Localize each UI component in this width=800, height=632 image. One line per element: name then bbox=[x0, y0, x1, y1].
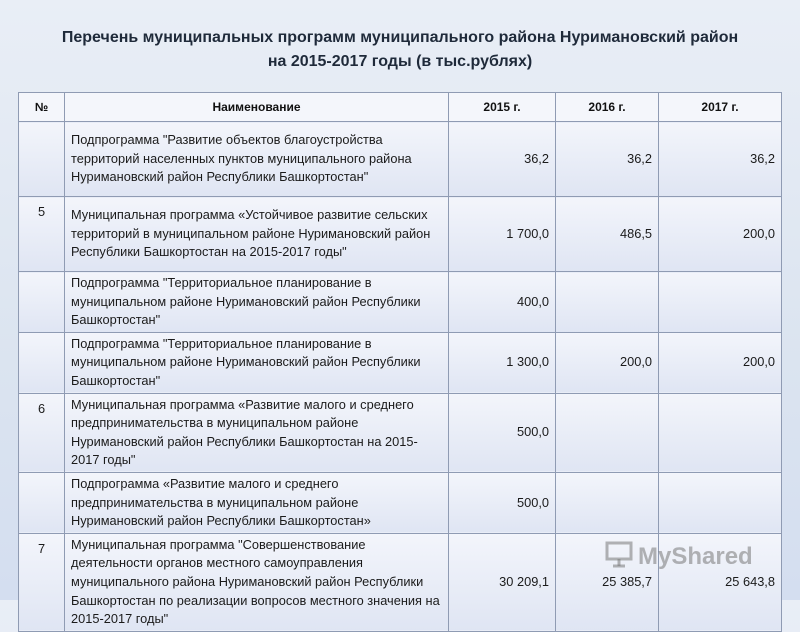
cell-number: 6 bbox=[19, 393, 65, 472]
cell-2016 bbox=[556, 393, 659, 472]
cell-number bbox=[19, 122, 65, 197]
cell-2017 bbox=[659, 272, 782, 333]
cell-2016 bbox=[556, 472, 659, 533]
table-row bbox=[19, 272, 782, 333]
table-row bbox=[19, 122, 782, 197]
cell-2016: 486,5 bbox=[556, 197, 659, 272]
title-line-1: Перечень муниципальных программ муниципального района Нуримановский район bbox=[61, 29, 739, 46]
cell-2016: 25 385,7 bbox=[556, 533, 659, 631]
cell-2015: 36,2 bbox=[449, 122, 556, 197]
table-row bbox=[19, 332, 782, 393]
cell-2015: 500,0 bbox=[449, 472, 556, 533]
cell-2017: 200,0 bbox=[659, 197, 782, 272]
table-row bbox=[19, 197, 782, 272]
title-line-2: на 2015-2017 годы (в тыс.рублях) bbox=[267, 53, 533, 70]
cell-number bbox=[19, 472, 65, 533]
cell-number: 7 bbox=[19, 533, 65, 631]
header-2016: 2016 г. bbox=[556, 93, 659, 122]
watermark-text: MyShared bbox=[638, 543, 753, 570]
cell-number: 5 bbox=[19, 197, 65, 272]
cell-name: Подпрограмма «Развитие малого и среднего предпринимательства в муниципальном районе Нуримановский район Республики Башкортостан» bbox=[65, 472, 449, 533]
cell-2015: 400,0 bbox=[449, 272, 556, 333]
cell-2017: 200,0 bbox=[659, 332, 782, 393]
header-2015: 2015 г. bbox=[449, 93, 556, 122]
table-row bbox=[19, 393, 782, 472]
cell-2017: 25 643,8 bbox=[659, 533, 782, 631]
header-number: № bbox=[19, 93, 65, 122]
cell-2016: 36,2 bbox=[556, 122, 659, 197]
cell-2015: 1 300,0 bbox=[449, 332, 556, 393]
cell-name: Муниципальная программа "Совершенствование деятельности органов местного самоуправления муниципального района Нуримановский район Республики Башкортостан по реализации вопросов местного значения на 2015-2017 годы" bbox=[65, 533, 449, 631]
header-2017: 2017 г. bbox=[659, 93, 782, 122]
cell-2016 bbox=[556, 272, 659, 333]
cell-name: Муниципальная программа «Устойчивое развитие сельских территорий в муниципальном районе Нуримановский район Республики Башкортостан на 2015-2017 годы" bbox=[65, 197, 449, 272]
cell-number bbox=[19, 332, 65, 393]
programs-table bbox=[18, 92, 782, 632]
cell-name: Муниципальная программа «Развитие малого и среднего предпринимательства в муниципальном районе Нуримановский район Республики Башкортостан на 2015-2017 годы" bbox=[65, 393, 449, 472]
header-name: Наименование bbox=[65, 93, 449, 122]
cell-2015: 500,0 bbox=[449, 393, 556, 472]
cell-2015: 1 700,0 bbox=[449, 197, 556, 272]
cell-name: Подпрограмма "Развитие объектов благоустройства территорий населенных пунктов муниципального района Нуримановский район Республики Башкортостан" bbox=[65, 122, 449, 197]
table-header-row bbox=[19, 93, 782, 122]
cell-2015: 30 209,1 bbox=[449, 533, 556, 631]
cell-2017: 36,2 bbox=[659, 122, 782, 197]
cell-2016: 200,0 bbox=[556, 332, 659, 393]
cell-2017 bbox=[659, 393, 782, 472]
page-title bbox=[0, 26, 800, 74]
table-row bbox=[19, 472, 782, 533]
cell-name: Подпрограмма "Территориальное планирование в муниципальном районе Нуримановский район Республики Башкортостан" bbox=[65, 332, 449, 393]
cell-name: Подпрограмма "Территориальное планирование в муниципальном районе Нуримановский район Республики Башкортостан" bbox=[65, 272, 449, 333]
table-row bbox=[19, 533, 782, 631]
cell-2017 bbox=[659, 472, 782, 533]
cell-number bbox=[19, 272, 65, 333]
